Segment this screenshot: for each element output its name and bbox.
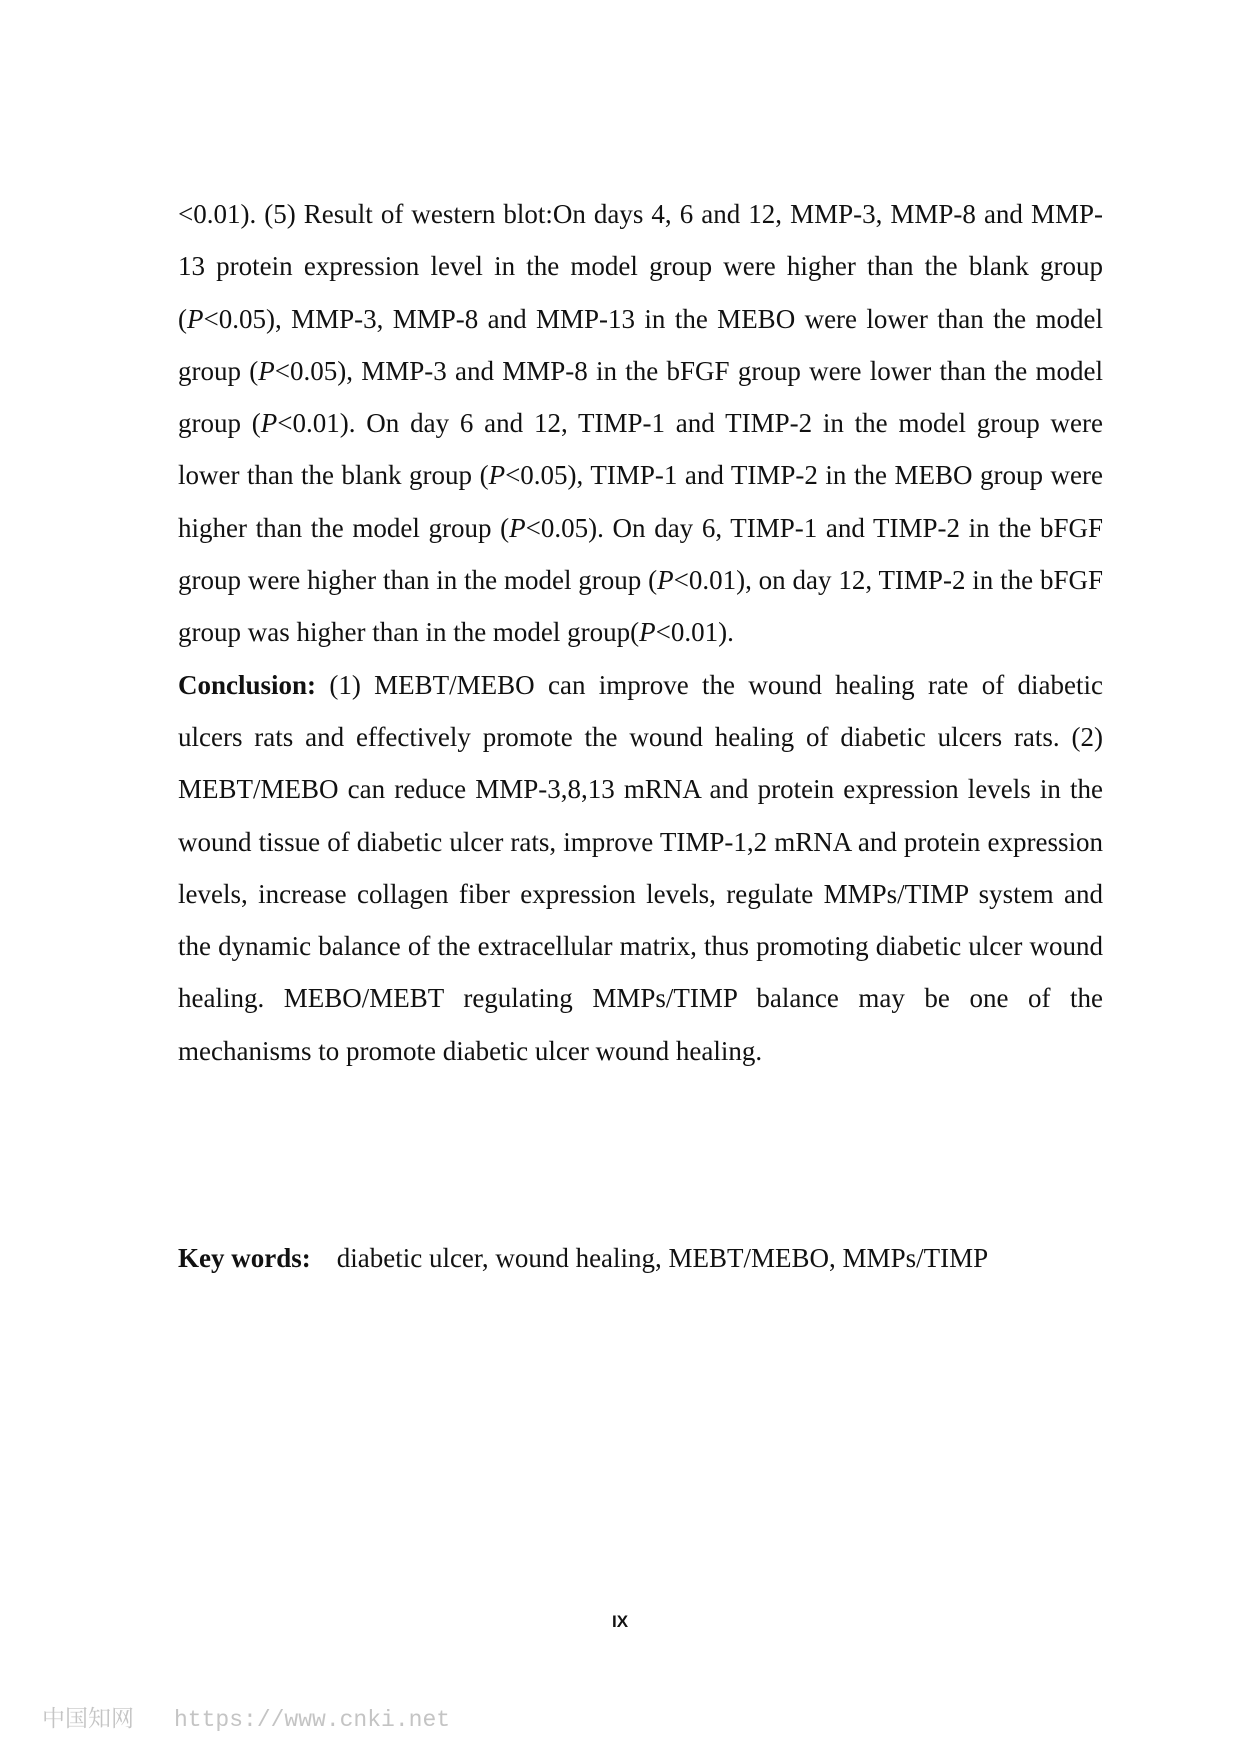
page-number: IX [611, 1612, 629, 1631]
p-value-symbol: P [187, 303, 204, 334]
results-text-2: <0.05), MMP-3, MMP-8 and MMP-13 in the MEBO were lower than the model group ( [178, 303, 1103, 386]
conclusion-paragraph [178, 659, 1103, 1077]
watermark-brand: 中国知网 [42, 1706, 134, 1732]
p-value-symbol: P [639, 617, 656, 648]
results-text-7: <0.01), on day 12, TIMP-2 in the bFGF group was higher than in the model group( [178, 565, 1103, 648]
results-paragraph [178, 188, 1103, 659]
results-text-1: <0.01). (5) Result of western blot:On days 4, 6 and 12, MMP-3, MMP-8 and MMP-13 protein expression level in the model group were higher than the blank group ( [178, 199, 1103, 334]
p-value-symbol: P [260, 408, 278, 439]
p-value-symbol: P [657, 565, 674, 596]
watermark-url: https://www.cnki.net [174, 1707, 451, 1733]
p-value-symbol: P [509, 512, 526, 543]
p-value-symbol: P [258, 355, 275, 386]
results-text-6: <0.05). On day 6, TIMP-1 and TIMP-2 in the bFGF group were higher than in the model group ( [178, 512, 1103, 596]
watermark [42, 1700, 450, 1733]
conclusion-label: Conclusion: [178, 669, 317, 700]
results-text-8: <0.01). [655, 617, 734, 648]
results-text-5: <0.05), TIMP-1 and TIMP-2 in the MEBO group were higher than the model group ( [178, 460, 1103, 543]
keywords-line [178, 1232, 988, 1284]
keywords-label: Key words: [178, 1243, 311, 1273]
page-body [178, 188, 1103, 1077]
keywords-text: diabetic ulcer, wound healing, MEBT/MEBO, MMPs/TIMP [336, 1243, 989, 1273]
results-text-3: <0.05), MMP-3 and MMP-8 in the bFGF group were lower than the model group ( [178, 355, 1103, 439]
conclusion-text: (1) MEBT/MEBO can improve the wound healing rate of diabetic ulcers rats and effectively promote the wound healing of diabetic ulcers rats. (2) MEBT/MEBO can reduce MMP-3,8,13 mRNA and protein expression levels in the wound tissue of diabetic ulcer rats, improve TIMP-1,2 mRNA and protein expression levels, increase collagen fiber expression levels, regulate MMPs/TIMP system and the dynamic balance of the extracellular matrix, thus promoting diabetic ulcer wound healing. MEBO/MEBT regulating MMPs/TIMP balance may be one of the mechanisms to promote diabetic ulcer wound healing. [178, 669, 1103, 1066]
results-text-4: <0.01). On day 6 and 12, TIMP-1 and TIMP-2 in the model group were lower than the blank group ( [178, 408, 1103, 491]
p-value-symbol: P [488, 460, 506, 491]
